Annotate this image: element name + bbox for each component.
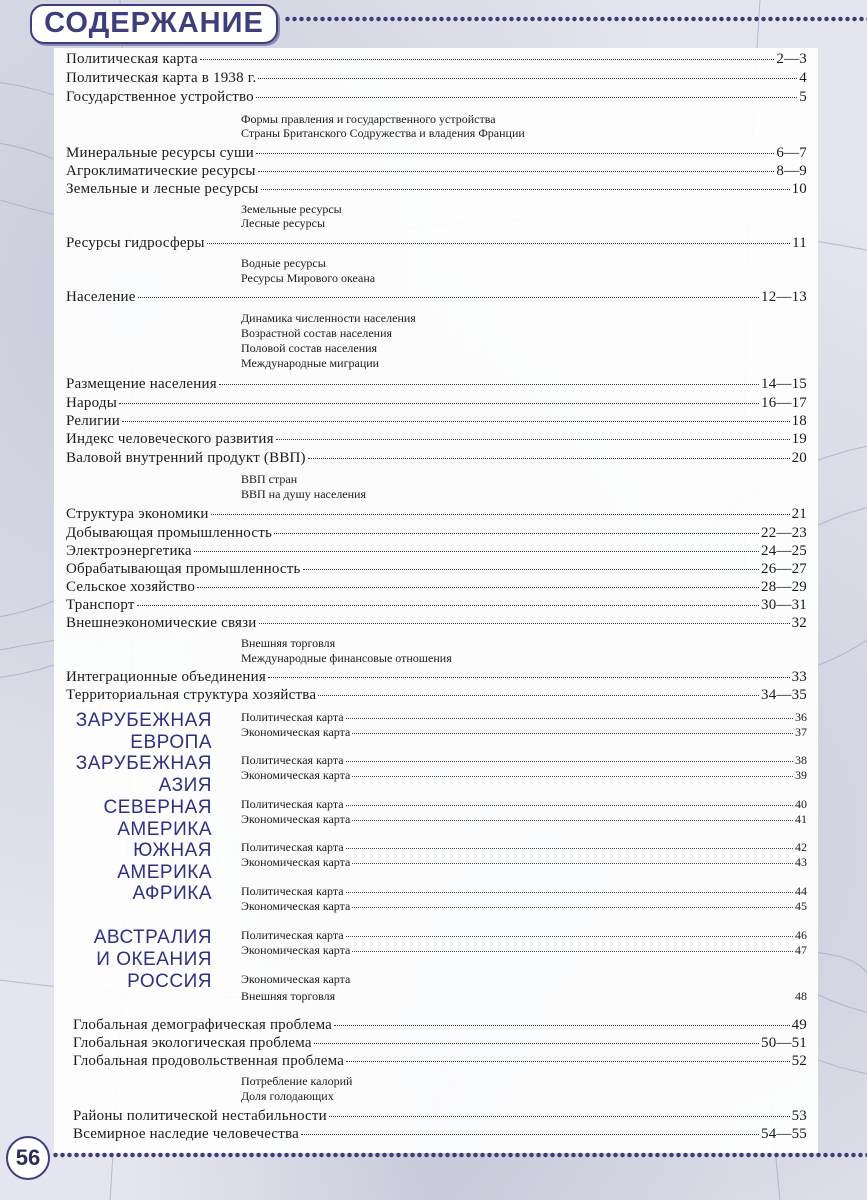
entry-label: Территориальная структура хозяйства <box>66 687 317 703</box>
entry-label: Экономическая карта <box>241 768 351 782</box>
entry-page: 8—9 <box>776 163 807 179</box>
entry-label: Население <box>66 289 136 305</box>
toc-subentry[interactable]: Возрастной состав населения <box>241 326 393 340</box>
region-heading[interactable] <box>66 797 212 841</box>
entry-page: 2—3 <box>776 51 807 67</box>
region-entry[interactable] <box>241 710 807 725</box>
entry-label: Сельское хозяйство <box>66 579 196 595</box>
dot-leader <box>352 950 793 952</box>
toc-entry[interactable] <box>73 1126 807 1143</box>
entry-page: 40 <box>795 797 807 811</box>
entry-page: 28—29 <box>761 579 807 595</box>
region-name-line: АВСТРАЛИЯ <box>93 927 212 948</box>
entry-label: Государственное устройство <box>66 89 254 105</box>
region-name-line: АМЕРИКА <box>117 862 212 883</box>
dot-leader <box>301 1133 759 1135</box>
entry-label: Размещение населения <box>66 376 217 392</box>
entry-page: 37 <box>795 725 807 739</box>
entry-page: 38 <box>795 753 807 767</box>
entry-label: Религии <box>66 413 120 429</box>
entry-label: Всемирное наследие человечества <box>73 1126 299 1142</box>
toc-subentry[interactable]: Потребление калорий <box>241 1074 353 1088</box>
entry-label: Экономическая карта <box>241 725 351 739</box>
region-entry[interactable] <box>241 797 807 812</box>
dot-leader <box>314 1042 759 1044</box>
entry-page: 39 <box>795 768 807 782</box>
entry-page: 6—7 <box>776 145 807 161</box>
toc-subentry[interactable]: Ресурсы Мирового океана <box>241 271 376 285</box>
entry-label: Агроклиматические ресурсы <box>66 163 256 179</box>
dot-leader <box>346 804 793 806</box>
entry-page: 12—13 <box>761 289 807 305</box>
toc-subentry[interactable]: Половой состав населения <box>241 341 378 355</box>
entry-page: 52 <box>791 1053 807 1069</box>
entry-page: 42 <box>795 840 807 854</box>
dot-leader <box>346 760 793 762</box>
region-entry[interactable] <box>241 899 807 914</box>
dot-leader <box>122 420 790 422</box>
toc-entry[interactable] <box>66 450 807 467</box>
entry-label: Народы <box>66 395 117 411</box>
dot-leader <box>352 775 793 777</box>
dot-leader <box>329 1115 790 1117</box>
entry-page: 49 <box>791 1017 807 1033</box>
toc-entry[interactable] <box>66 597 807 614</box>
toc-entry[interactable] <box>66 289 807 306</box>
entry-page: 48 <box>795 989 807 1003</box>
region-entry[interactable] <box>241 989 807 1004</box>
toc-subentry[interactable]: Формы правления и государственного устройства <box>241 112 496 126</box>
entry-page: 50—51 <box>761 1035 807 1051</box>
region-entry[interactable] <box>241 972 350 987</box>
dotted-divider-bottom <box>52 1152 867 1158</box>
dot-leader <box>352 906 793 908</box>
toc-entry[interactable] <box>66 376 807 393</box>
toc-entry[interactable] <box>73 1108 807 1125</box>
entry-label: Добывающая промышленность <box>66 525 273 541</box>
dot-leader <box>137 604 759 606</box>
entry-label: Экономическая карта <box>241 899 351 913</box>
entry-page: 21 <box>791 506 807 522</box>
dot-leader <box>211 513 790 515</box>
toc-entry[interactable] <box>66 687 807 704</box>
toc-entry[interactable] <box>73 1053 807 1070</box>
toc-entry[interactable] <box>66 615 807 632</box>
region-entry[interactable] <box>241 768 807 783</box>
entry-label: Политическая карта <box>241 884 344 898</box>
region-name-line: АМЕРИКА <box>117 819 212 840</box>
region-name-line: СЕВЕРНАЯ <box>103 797 212 818</box>
entry-label: Политическая карта <box>66 51 198 67</box>
dot-leader <box>259 622 790 624</box>
toc-subentry[interactable]: Водные ресурсы <box>241 256 326 270</box>
region-name-line: И ОКЕАНИЯ <box>96 949 212 970</box>
dot-leader <box>258 170 775 172</box>
entry-label: Экономическая карта <box>241 855 351 869</box>
entry-label: Политическая карта <box>241 710 344 724</box>
region-name-line: ЮЖНАЯ <box>133 840 212 861</box>
dot-leader <box>303 568 759 570</box>
toc-entry[interactable] <box>66 395 807 412</box>
entry-page: 18 <box>791 413 807 429</box>
toc-subentry[interactable]: Лесные ресурсы <box>241 216 325 230</box>
entry-label: Транспорт <box>66 597 135 613</box>
toc-entry[interactable] <box>66 431 807 448</box>
entry-label: Глобальная продовольственная проблема <box>73 1053 345 1069</box>
toc-entry[interactable] <box>66 579 807 596</box>
region-name-line: ЗАРУБЕЖНАЯ <box>75 710 212 731</box>
toc-entry[interactable] <box>66 525 807 542</box>
dot-leader <box>219 383 759 385</box>
entry-page: 14—15 <box>761 376 807 392</box>
dot-leader <box>352 819 793 821</box>
entry-page: 54—55 <box>761 1126 807 1142</box>
toc-entry[interactable] <box>73 1035 807 1052</box>
dot-leader <box>200 58 775 60</box>
entry-label: Политическая карта <box>241 928 344 942</box>
dot-leader <box>352 862 793 864</box>
entry-page: 53 <box>791 1108 807 1124</box>
toc-entry[interactable] <box>66 181 807 198</box>
dot-leader <box>308 457 790 459</box>
entry-page: 44 <box>795 884 807 898</box>
entry-label: Политическая карта <box>241 753 344 767</box>
entry-page: 19 <box>791 431 807 447</box>
dot-leader <box>274 532 759 534</box>
entry-label: Структура экономики <box>66 506 209 522</box>
toc-subentry[interactable]: Динамика численности населения <box>241 311 416 325</box>
entry-page: 43 <box>795 855 807 869</box>
page-number: 56 <box>6 1136 50 1180</box>
entry-label: Экономическая карта <box>241 943 351 957</box>
toc-entry[interactable] <box>66 70 807 87</box>
entry-page: 16—17 <box>761 395 807 411</box>
region-name-line: АФРИКА <box>132 883 212 904</box>
dot-leader <box>346 891 793 893</box>
region-heading[interactable] <box>66 971 212 993</box>
entry-label: Политическая карта <box>241 840 344 854</box>
toc-entry[interactable] <box>66 413 807 430</box>
toc-subentry[interactable]: Международные миграции <box>241 356 380 370</box>
region-name-line: ЗАРУБЕЖНАЯ <box>75 753 212 774</box>
region-entry[interactable] <box>241 884 807 899</box>
dot-leader <box>276 438 790 440</box>
entry-page: 45 <box>795 899 807 913</box>
toc-subentry[interactable]: Земельные ресурсы <box>241 202 342 216</box>
dot-leader <box>346 717 793 719</box>
dot-leader <box>256 96 797 98</box>
region-entry[interactable] <box>241 812 807 827</box>
dot-leader <box>268 676 790 678</box>
dot-leader <box>194 550 759 552</box>
page-title: СОДЕРЖАНИЕ <box>44 7 264 39</box>
region-name-line: РОССИЯ <box>127 971 212 992</box>
entry-label: Интеграционные объединения <box>66 669 266 685</box>
toc-entry[interactable] <box>66 145 807 162</box>
dot-leader <box>261 188 790 190</box>
region-entry[interactable] <box>241 855 807 870</box>
entry-label: Обрабатывающая промышленность <box>66 561 301 577</box>
entry-page: 10 <box>791 181 807 197</box>
entry-label: Политическая карта <box>241 797 344 811</box>
region-heading[interactable] <box>66 710 212 754</box>
entry-label: Внешнеэкономические связи <box>66 615 257 631</box>
dot-leader <box>334 1024 790 1026</box>
region-entry[interactable] <box>241 753 807 768</box>
entry-page: 32 <box>791 615 807 631</box>
toc-entry[interactable] <box>66 51 807 68</box>
entry-page: 47 <box>795 943 807 957</box>
dot-leader <box>138 296 759 298</box>
dot-leader <box>197 586 759 588</box>
entry-page: 5 <box>799 89 807 105</box>
toc-subentry[interactable]: Доля голодающих <box>241 1089 334 1103</box>
dot-leader <box>346 1060 790 1062</box>
region-entry[interactable] <box>241 725 807 740</box>
region-entry[interactable] <box>241 943 807 958</box>
entry-page: 24—25 <box>761 543 807 559</box>
entry-label: Ресурсы гидросферы <box>66 235 205 251</box>
region-name-line: ЕВРОПА <box>130 732 212 753</box>
entry-page: 46 <box>795 928 807 942</box>
entry-page: 11 <box>792 235 807 251</box>
region-heading[interactable] <box>66 840 212 884</box>
dot-leader <box>207 242 790 244</box>
dot-leader <box>318 694 759 696</box>
entry-page: 36 <box>795 710 807 724</box>
toc-entry[interactable] <box>66 669 807 686</box>
dot-leader <box>352 732 793 734</box>
toc-entry[interactable] <box>66 89 807 106</box>
entry-label: Валовой внутренний продукт (ВВП) <box>66 450 306 466</box>
entry-label: Экономическая карта <box>241 812 351 826</box>
dot-leader <box>119 402 759 404</box>
region-heading[interactable] <box>66 883 212 905</box>
entry-label: Земельные и лесные ресурсы <box>66 181 259 197</box>
toc-entry[interactable] <box>66 235 807 252</box>
dot-leader <box>346 935 793 937</box>
entry-label: Электроэнергетика <box>66 543 192 559</box>
entry-page: 20 <box>791 450 807 466</box>
toc-subentry[interactable]: Внешняя торговля <box>241 636 336 650</box>
entry-label: Политическая карта в 1938 г. <box>66 70 257 86</box>
region-entry[interactable] <box>241 928 807 943</box>
entry-label: Индекс человеческого развития <box>66 431 274 447</box>
entry-label: Минеральные ресурсы суши <box>66 145 254 161</box>
entry-page: 22—23 <box>761 525 807 541</box>
entry-label: Районы политической нестабильности <box>73 1108 327 1124</box>
region-heading[interactable] <box>66 927 212 971</box>
entry-page: 30—31 <box>761 597 807 613</box>
toc-subentry[interactable]: ВВП на душу населения <box>241 487 366 501</box>
entry-label: Внешняя торговля <box>241 989 336 1003</box>
toc-entry[interactable] <box>66 543 807 560</box>
toc-entry[interactable] <box>66 506 807 523</box>
toc-entry[interactable] <box>66 163 807 180</box>
toc-subentry[interactable]: Страны Британского Содружества и владения Франции <box>241 126 525 140</box>
entry-label: Экономическая карта <box>241 972 351 986</box>
toc-entry[interactable] <box>66 561 807 578</box>
dot-leader <box>258 77 797 79</box>
region-heading[interactable] <box>66 753 212 797</box>
entry-label: Глобальная демографическая проблема <box>73 1017 333 1033</box>
dot-leader <box>256 152 774 154</box>
toc-subentry[interactable]: ВВП стран <box>241 472 298 486</box>
entry-page: 33 <box>791 669 807 685</box>
region-name-line: АЗИЯ <box>158 775 212 796</box>
dot-leader <box>346 847 793 849</box>
entry-page: 41 <box>795 812 807 826</box>
toc-entry[interactable] <box>73 1017 807 1034</box>
entry-page: 26—27 <box>761 561 807 577</box>
entry-page: 34—35 <box>761 687 807 703</box>
entry-page: 4 <box>799 70 807 86</box>
region-entry[interactable] <box>241 840 807 855</box>
entry-label: Глобальная экологическая проблема <box>73 1035 312 1051</box>
toc-subentry[interactable]: Международные финансовые отношения <box>241 651 452 665</box>
